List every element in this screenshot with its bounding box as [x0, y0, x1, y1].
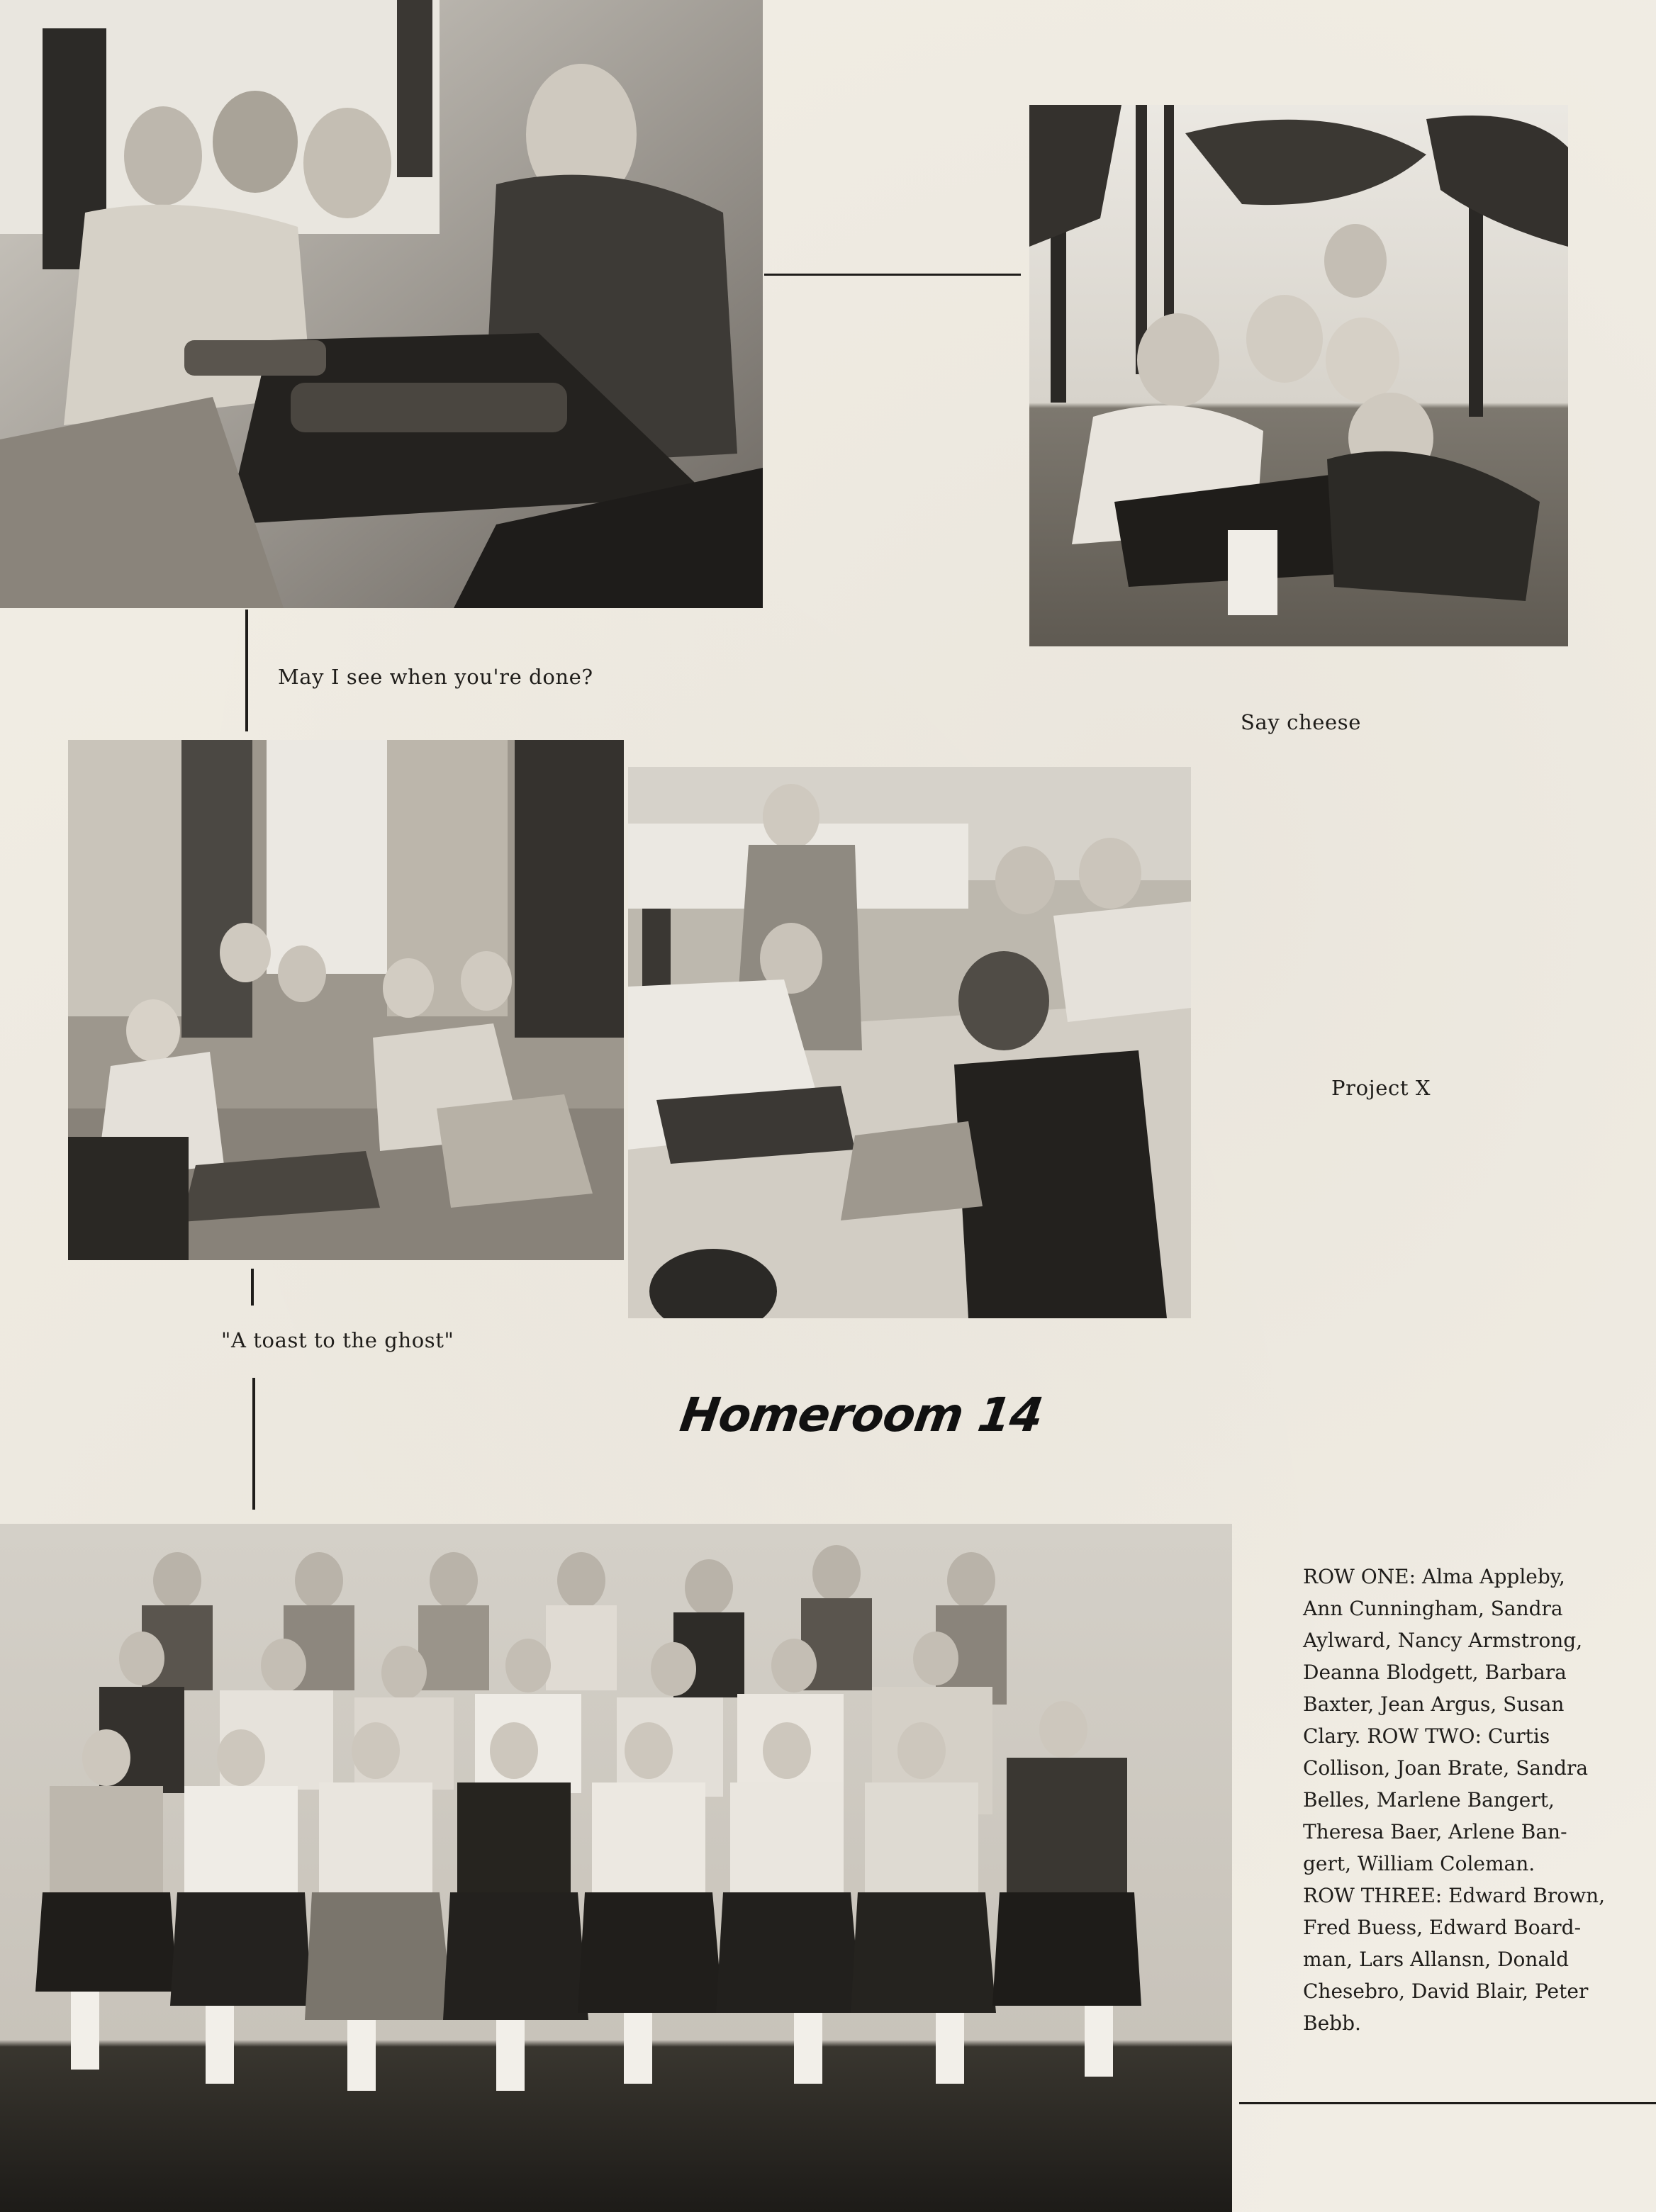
roster-line: Theresa Baer, Arlene Ban- [1303, 1820, 1567, 1843]
divider-line [1239, 2102, 1656, 2104]
photo-sewing-group [0, 0, 763, 608]
roster-line: Collison, Joan Brate, Sandra [1303, 1756, 1589, 1780]
roster-line: Chesebro, David Blair, Peter [1303, 1980, 1589, 2003]
roster-line: Belles, Marlene Bangert, [1303, 1788, 1555, 1812]
roster-line: Fred Buess, Edward Board- [1303, 1916, 1582, 1939]
roster-line: Clary. ROW TWO: Curtis [1303, 1724, 1550, 1748]
roster-line: gert, William Coleman. [1303, 1852, 1535, 1875]
connector-line [252, 1378, 255, 1510]
caption-cheese: Say cheese [1241, 710, 1362, 734]
caption-toast: "A toast to the ghost" [221, 1328, 454, 1352]
section-title: Homeroom 14 [676, 1388, 1046, 1442]
roster-line: man, Lars Allansn, Donald [1303, 1948, 1569, 1971]
roster-line: Aylward, Nancy Armstrong, [1303, 1629, 1583, 1652]
caption-project-x: Project X [1331, 1076, 1431, 1100]
roster-line: Baxter, Jean Argus, Susan [1303, 1692, 1565, 1716]
connector-line [251, 1269, 254, 1306]
photo-project-x [628, 767, 1191, 1318]
roster-line: ROW THREE: Edward Brown, [1303, 1884, 1606, 1907]
caption-sewing: May I see when you're done? [278, 665, 593, 689]
photo-toast-party [68, 740, 624, 1260]
connector-line [245, 610, 248, 731]
photo-lawn-group [1029, 105, 1568, 646]
class-roster [1303, 1561, 1608, 2039]
roster-line: ROW ONE: Alma Appleby, [1303, 1565, 1565, 1588]
connector-line [764, 274, 1021, 276]
roster-line: Deanna Blodgett, Barbara [1303, 1661, 1567, 1684]
roster-line: Bebb. [1303, 2011, 1361, 2035]
photo-homeroom-class [0, 1524, 1232, 2212]
roster-line: Ann Cunningham, Sandra [1303, 1597, 1563, 1620]
